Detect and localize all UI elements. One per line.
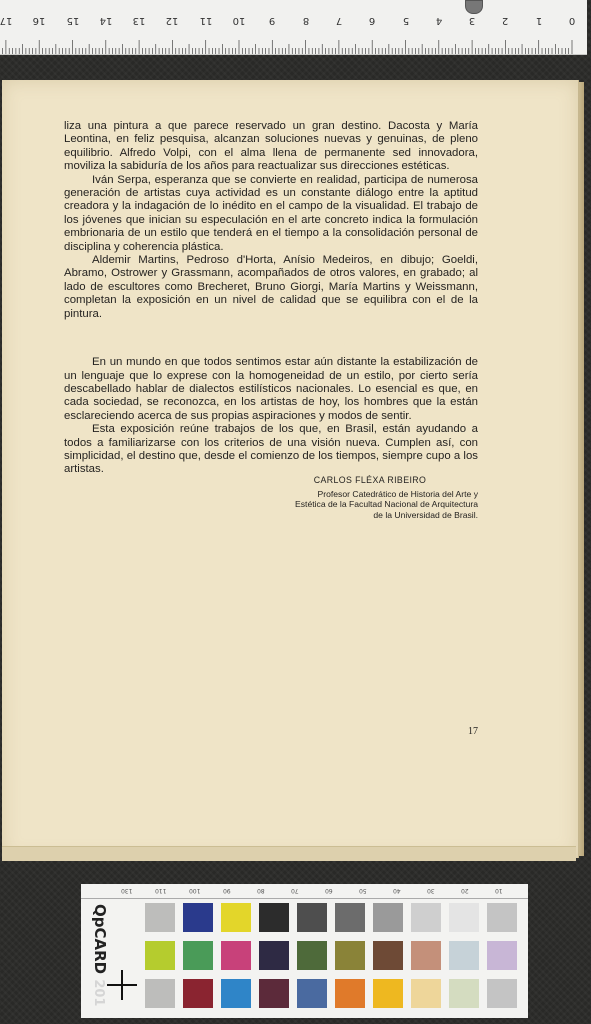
color-swatch <box>411 979 441 1008</box>
paragraph-4: En un mundo en que todos sentimos estar aún distante la estabilización de un lenguaje que lo exprese con la homogeneidad de un estilo, por cierto sería descabellado hablar de dialectos estilísticos nacionales. Lo esencial es que, en cada sociedad, se reconozca, en los artistas de hoy, los hombres que la están esclareciendo acerca de sus propias aspiraciones y modos de sentir. <box>64 356 478 422</box>
color-swatch <box>411 941 441 970</box>
color-swatch <box>487 941 517 970</box>
ruler-number: 16 <box>32 15 46 26</box>
ruler-number: 1 <box>535 15 542 26</box>
ruler-number: 10 <box>232 15 246 26</box>
ruler-number: 3 <box>468 15 476 26</box>
color-swatch <box>335 941 365 970</box>
ruler-number: 6 <box>369 15 376 26</box>
ruler-number: 9 <box>269 15 276 26</box>
paragraph-2: Iván Serpa, esperanza que se convierte en realidad, participa de numerosa generación de artistas cuya actividad es un constante diálogo entre la aptitud creadora y la indagación de lo inédito en el campo de la visualidad. El trabajo de los jóvenes que inician su especulación en el arte concreto indica la formulación embrionaria de un estilo que tenderá en el tiempo a la consolidación personal de disciplina y coherencia plástica. <box>64 173 478 253</box>
author-name: CARLOS FLÉXA RIBEIRO <box>313 475 427 485</box>
card-scale-number: 100 <box>189 887 201 894</box>
logo-text: QpCARD <box>91 904 109 975</box>
card-scale-number: 20 <box>461 887 469 894</box>
card-scale-number: 50 <box>359 887 367 894</box>
ruler-number: 5 <box>402 15 409 26</box>
color-swatch <box>145 903 175 932</box>
page-number: 17 <box>468 726 478 737</box>
color-swatch <box>335 903 365 932</box>
color-swatch <box>183 979 213 1008</box>
color-swatch <box>221 903 251 932</box>
swatch-grid <box>145 903 525 1008</box>
card-scale-number: 130 <box>121 887 133 894</box>
document-page <box>2 80 579 858</box>
color-swatch <box>221 979 251 1008</box>
ruler-number: 0 <box>568 15 576 26</box>
archive-stamp-watermark <box>446 84 538 118</box>
card-scale-number: 80 <box>257 887 265 894</box>
color-swatch <box>259 979 289 1008</box>
ruler-number: 2 <box>502 15 509 26</box>
author-title-1: Profesor Catedrático de Historia del Arte y <box>317 488 478 499</box>
ruler-number: 8 <box>302 15 309 26</box>
signature-block <box>202 475 478 520</box>
color-swatch <box>297 941 327 970</box>
color-swatch <box>449 979 479 1008</box>
card-scale-number: 110 <box>155 887 167 894</box>
ruler-number: 17 <box>0 15 13 26</box>
color-swatch <box>449 941 479 970</box>
color-calibration-card <box>81 884 528 1018</box>
ruler-hole <box>465 0 483 14</box>
ruler-number: 12 <box>166 15 179 26</box>
ruler-number: 4 <box>435 15 442 26</box>
color-swatch <box>373 979 403 1008</box>
ruler-number: 15 <box>66 15 79 26</box>
color-swatch <box>335 979 365 1008</box>
paragraph-3: Aldemir Martins, Pedroso d'Horta, Anísio Medeiros, en dibujo; Goeldi, Abramo, Ostrower y Grassmann, acompañados de otros valores, en grabado; al lado de escultores como Brecheret, Bruno Giorgi, María Martins y Weissmann, completan la exposición en un nivel de calidad que se equilibra con el de la pintura. <box>64 254 478 320</box>
card-scale-number: 10 <box>495 887 503 894</box>
ruler-ticks <box>0 0 587 54</box>
color-swatch <box>259 941 289 970</box>
author-title-3: de la Universidad de Brasil. <box>373 509 478 520</box>
card-scale-number: 70 <box>291 887 299 894</box>
color-swatch <box>183 941 213 970</box>
author-title-2: Estética de la Facultad Nacional de Arquitectura <box>295 499 478 509</box>
color-swatch <box>183 903 213 932</box>
color-swatch <box>259 903 289 932</box>
color-swatch <box>373 903 403 932</box>
body-text <box>64 120 478 477</box>
card-scale-number: 30 <box>427 887 435 894</box>
color-swatch <box>297 979 327 1008</box>
card-scale <box>81 884 528 899</box>
color-swatch <box>145 979 175 1008</box>
color-swatch <box>297 903 327 932</box>
card-scale-number: 60 <box>325 887 333 894</box>
color-swatch <box>449 903 479 932</box>
color-swatch <box>487 903 517 932</box>
card-scale-number: 40 <box>393 887 401 894</box>
paragraph-5: Esta exposición reúne trabajos de los que, en Brasil, están ayudando a todos a familiarizarse con los criterios de una visión nueva. Cumplen así, con simplicidad, el destino que, desde el comienzo de los tiempos, siempre cupo a los artistas. <box>64 423 478 476</box>
paragraph-1: liza una pintura a que parece reservado un gran destino. Dacosta y María Leontina, en feliz pesquisa, alcanzan soluciones nuevas y genuinas, de pleno equilibrio. Alfredo Volpi, con el alma llena de permanente sed innovadora, moviliza la sabiduría de los años para reactualizar sus direcciones estéticas. <box>64 120 478 173</box>
color-swatch <box>411 903 441 932</box>
ruler-number: 14 <box>99 15 113 26</box>
crosshair-icon <box>107 970 137 1000</box>
measuring-ruler <box>0 0 587 55</box>
logo-suffix: 201 <box>91 979 106 1007</box>
ruler-number: 7 <box>335 15 343 26</box>
color-swatch <box>373 941 403 970</box>
ruler-number: 13 <box>132 15 146 26</box>
card-scale-number: 90 <box>223 887 231 894</box>
page-bottom-edge <box>2 846 576 861</box>
color-swatch <box>221 941 251 970</box>
ruler-number: 11 <box>199 15 213 26</box>
color-swatch <box>487 979 517 1008</box>
color-swatch <box>145 941 175 970</box>
